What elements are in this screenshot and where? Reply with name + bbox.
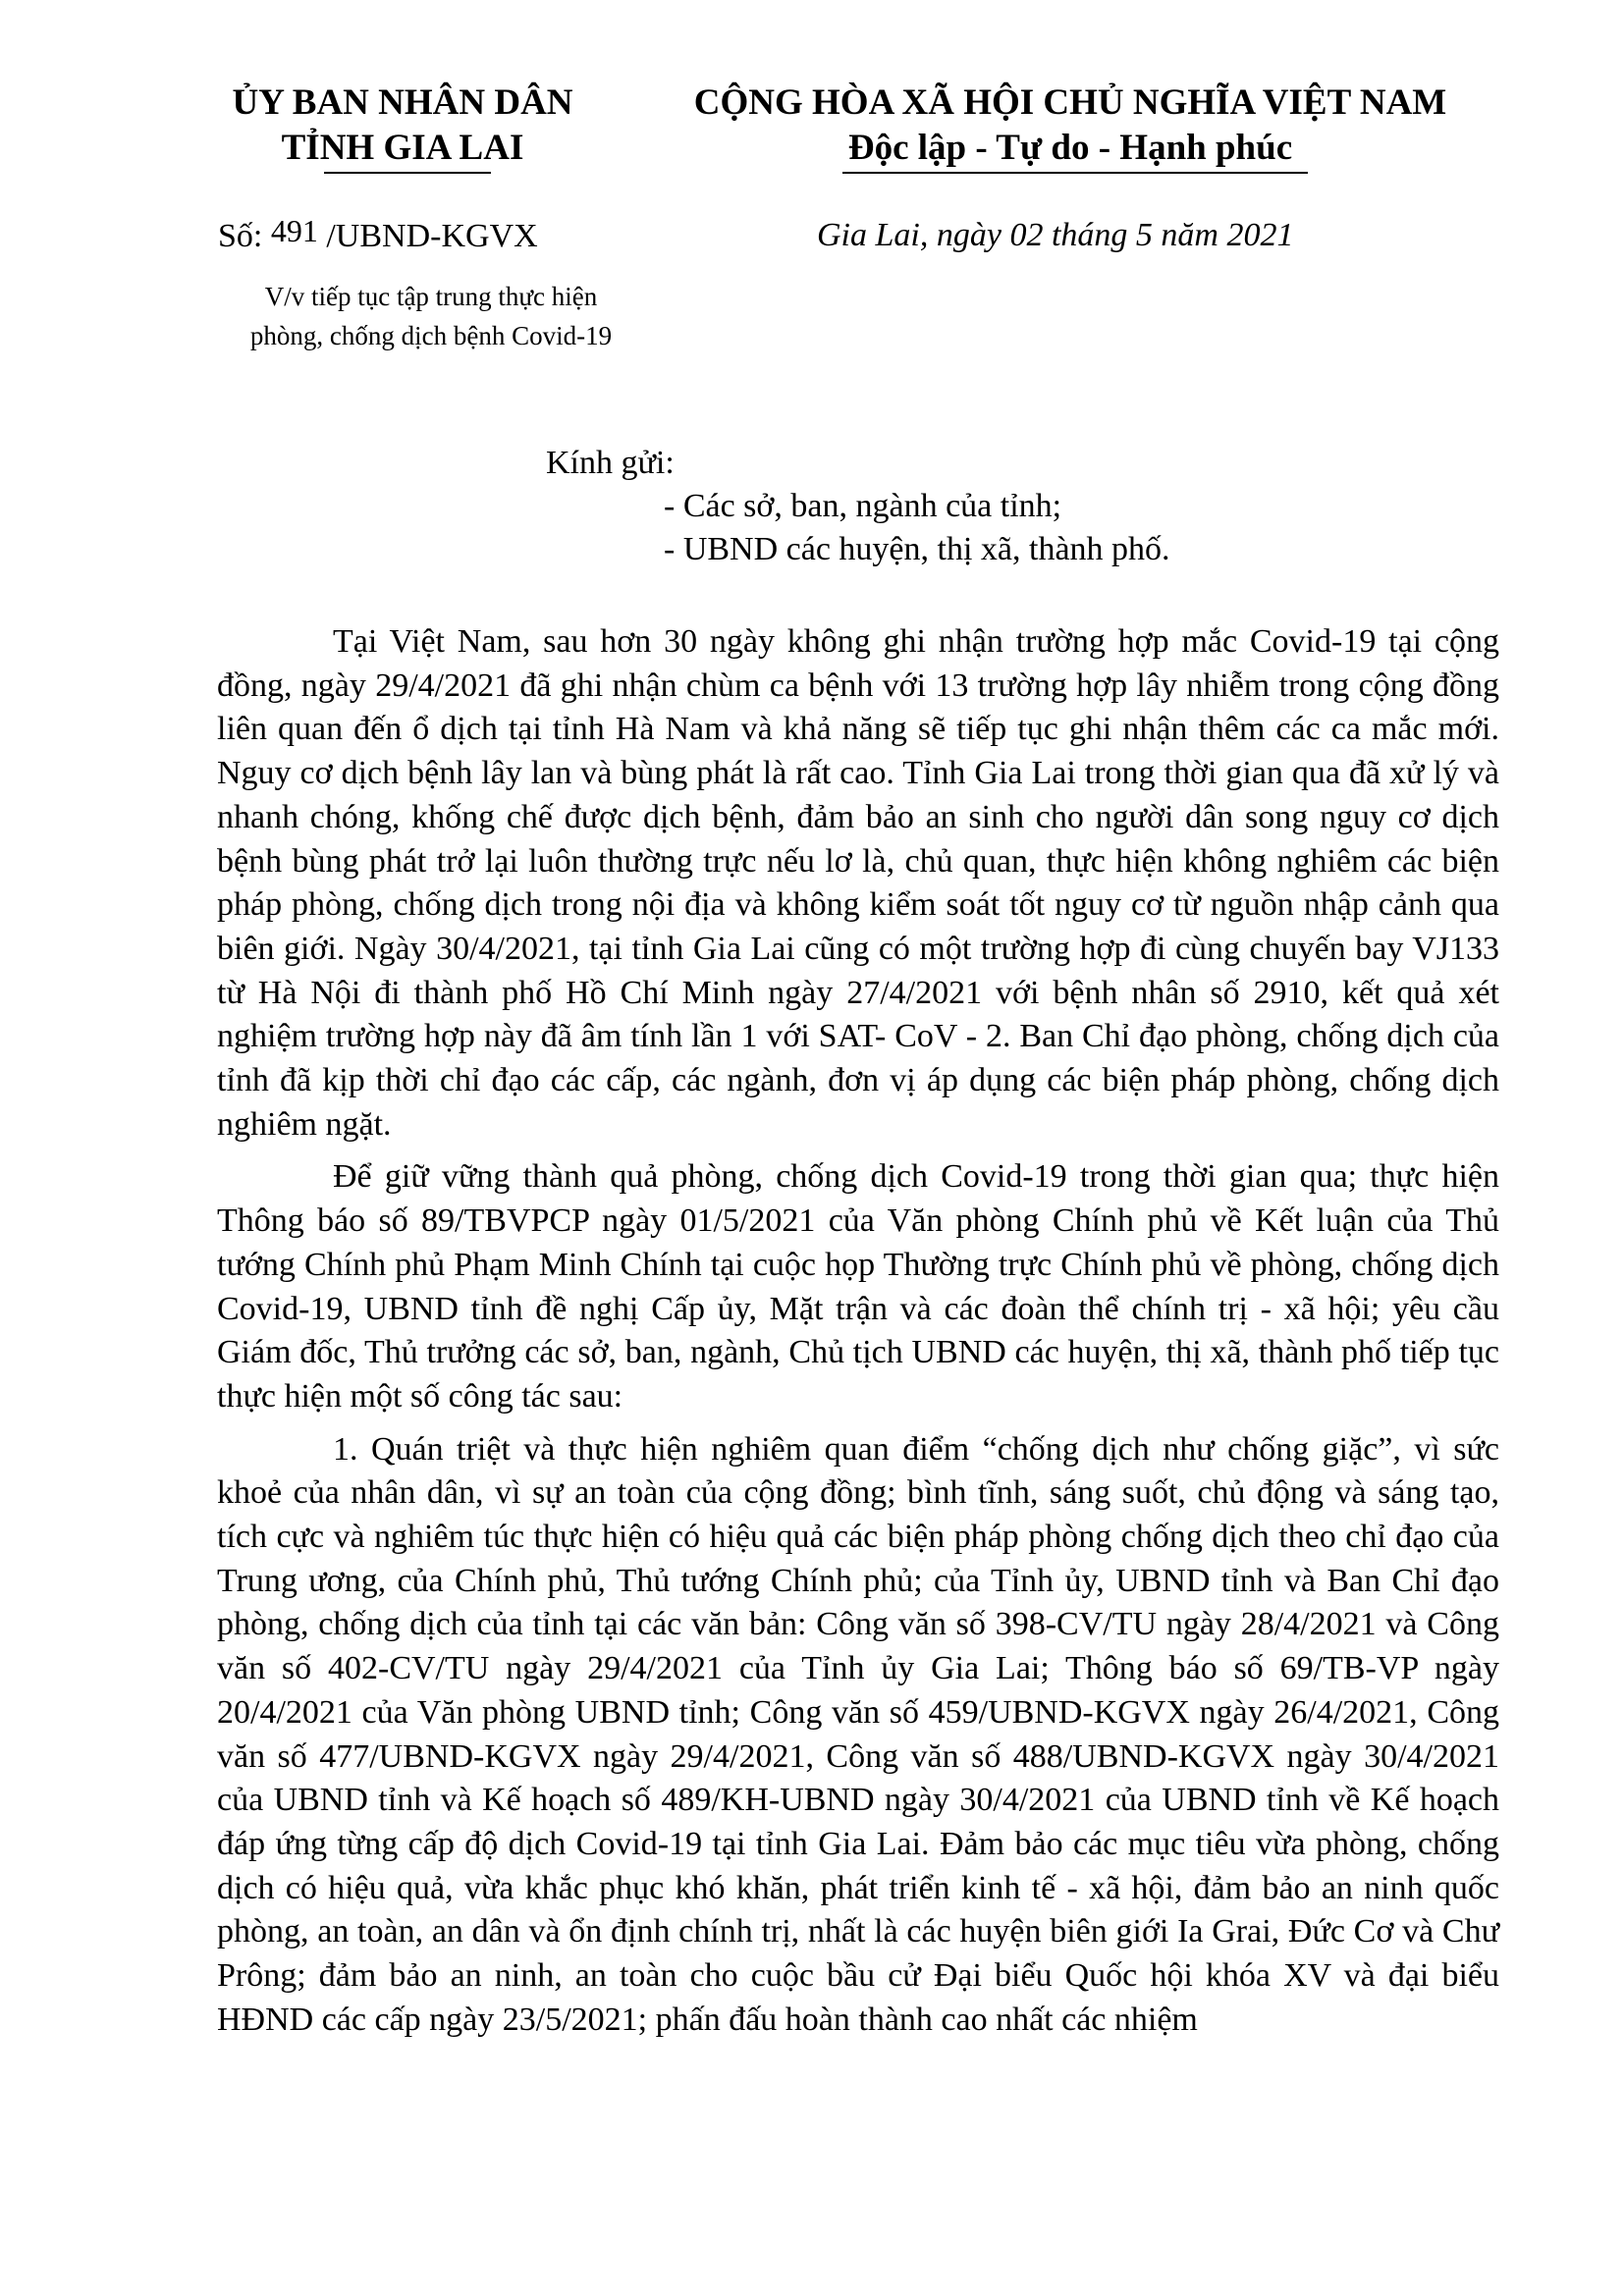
number-value: 491 xyxy=(270,213,318,248)
place-and-date: Gia Lai, ngày 02 tháng 5 năm 2021 xyxy=(817,217,1294,253)
recipients-label: Kính gửi: xyxy=(546,445,675,481)
recipient-item: - Các sở, ban, ngành của tỉnh; xyxy=(664,488,1062,524)
body-paragraph: Tại Việt Nam, sau hơn 30 ngày không ghi nhận trường hợp mắc Covid-19 tại cộng đồng, ngày 29/4/2021 đã ghi nhận chùm ca bệnh với 13 trường hợp lây nhiễm trong cộng đồng liên quan đến ổ dịch tại tỉnh Hà Nam và khả năng sẽ tiếp tục ghi nhận thêm các ca mắc mới. Nguy cơ dịch bệnh lây lan và bùng phát là rất cao. Tỉnh Gia Lai trong thời gian qua đã xử lý và nhanh chóng, khống chế được dịch bệnh, đảm bảo an sinh cho người dân song nguy cơ dịch bệnh bùng phát trở lại luôn thường trực nếu lơ là, chủ quan, thực hiện không nghiêm các biện pháp phòng, chống dịch trong nội địa và không kiểm soát tốt nguy cơ từ nguồn nhập cảnh qua biên giới. Ngày 30/4/2021, tại tỉnh Gia Lai cũng có một trường hợp đi cùng chuyến bay VJ133 từ Hà Nội đi thành phố Hồ Chí Minh ngày 27/4/2021 với bệnh nhân số 2910, kết quả xét nghiệm trường hợp này đã âm tính lần 1 với SAT- CoV - 2. Ban Chỉ đạo phòng, chống dịch của tỉnh đã kịp thời chỉ đạo các cấp, các ngành, đơn vị áp dụng các biện pháp phòng, chống dịch nghiêm ngặt. xyxy=(217,623,1499,1143)
body-paragraph: Để giữ vững thành quả phòng, chống dịch Covid-19 trong thời gian qua; thực hiện Thông báo số 89/TBVPCP ngày 01/5/2021 của Văn phòng Chính phủ về Kết luận của Thủ tướng Chính phủ Phạm Minh Chính tại cuộc họp Thường trực Chính phủ về phòng, chống dịch Covid-19, UBND tỉnh đề nghị Cấp ủy, Mặt trận và các đoàn thể chính trị - xã hội; yêu cầu Giám đốc, Thủ trưởng các sở, ban, ngành, Chủ tịch UBND các huyện, thị xã, thành phố tiếp tục thực hiện một số công tác sau: xyxy=(217,1158,1499,1415)
document-number xyxy=(218,214,538,258)
body-paragraph: 1. Quán triệt và thực hiện nghiêm quan điểm “chống dịch như chống giặc”, vì sức khoẻ của nhân dân, vì sự an toàn của cộng đồng; bình tĩnh, sáng suốt, chủ động và sáng tạo, tích cực và nghiêm túc thực hiện có hiệu quả các biện pháp phòng chống dịch theo chỉ đạo của Trung ương, của Chính phủ, Thủ tướng Chính phủ; của Tỉnh ủy, UBND tỉnh và Ban Chỉ đạo phòng, chống dịch của tỉnh tại các văn bản: Công văn số 398-CV/TU ngày 28/4/2021 và Công văn số 402-CV/TU ngày 29/4/2021 của Tỉnh ủy Gia Lai; Thông báo số 69/TB-VP ngày 20/4/2021 của Văn phòng UBND tỉnh; Công văn số 459/UBND-KGVX ngày 26/4/2021, Công văn số 477/UBND-KGVX ngày 29/4/2021, Công văn số 488/UBND-KGVX ngày 30/4/2021 của UBND tỉnh và Kế hoạch số 489/KH-UBND ngày 30/4/2021 của UBND tỉnh về Kế hoạch đáp ứng từng cấp độ dịch Covid-19 tại tỉnh Gia Lai. Đảm bảo các mục tiêu vừa phòng, chống dịch có hiệu quả, vừa khắc phục khó khăn, phát triển kinh tế - xã hội, đảm bảo an ninh quốc phòng, an toàn, an dân và ổn định chính trị, nhất là các huyện biên giới Ia Grai, Đức Cơ và Chư Prông; đảm bảo an ninh, an toàn cho cuộc bầu cử Đại biểu Quốc hội khóa XV và đại biểu HĐND các cấp ngày 23/5/2021; phấn đấu hoàn thành cao nhất các nhiệm xyxy=(217,1430,1499,2038)
nation-line-1: CỘNG HÒA XÃ HỘI CHỦ NGHĨA VIỆT NAM xyxy=(693,82,1447,123)
number-prefix: Số: xyxy=(218,218,263,254)
document-body xyxy=(217,620,1499,2052)
subject-line-1: V/v tiếp tục tập trung thực hiện xyxy=(264,282,598,311)
document-subject xyxy=(196,277,666,355)
recipient-item: - UBND các huyện, thị xã, thành phố. xyxy=(664,531,1170,567)
issuing-organization xyxy=(196,80,609,171)
subject-line-2: phòng, chống dịch bệnh Covid-19 xyxy=(249,321,613,350)
number-suffix: /UBND-KGVX xyxy=(326,218,538,254)
org-line-2: TỈNH GIA LAI xyxy=(281,128,524,168)
national-header xyxy=(638,80,1502,171)
org-underline xyxy=(324,172,491,174)
org-line-1: ỦY BAN NHÂN DÂN xyxy=(232,82,573,123)
motto-underline xyxy=(842,172,1308,174)
nation-motto: Độc lập - Tự do - Hạnh phúc xyxy=(847,128,1293,168)
